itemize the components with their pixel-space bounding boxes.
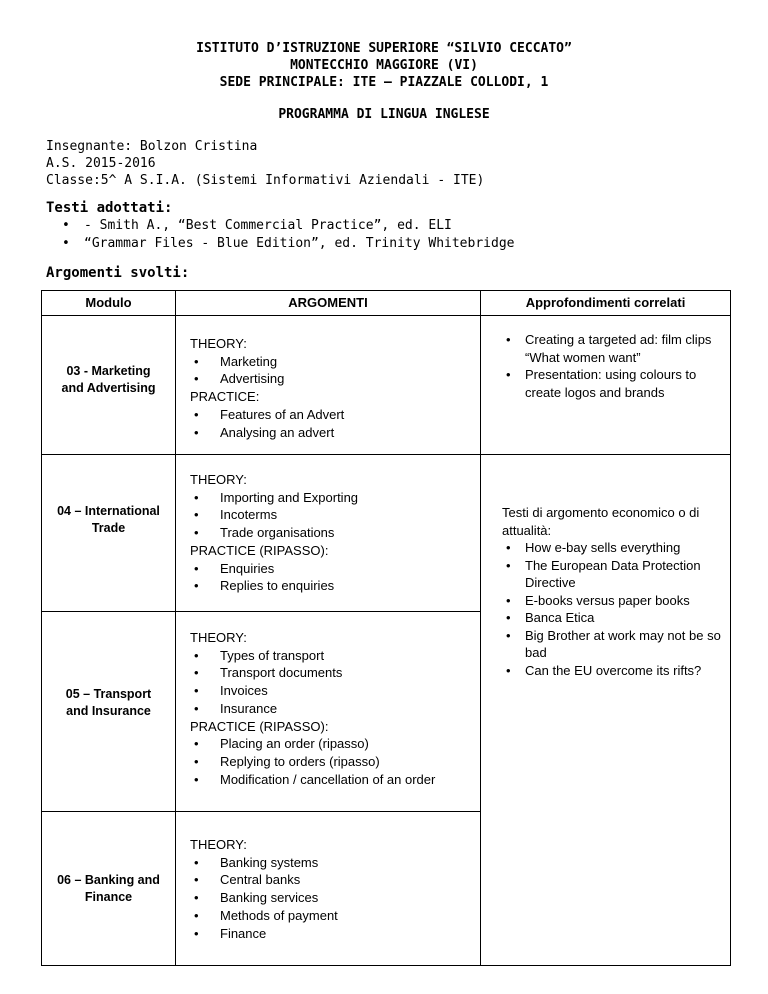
- module-04-name: [42, 503, 175, 537]
- module-name-line: 06 – Banking and: [57, 873, 160, 887]
- topic-item: • Finance: [190, 925, 338, 943]
- header-argomenti: ARGOMENTI: [288, 295, 368, 310]
- class-line: Classe:5^ A S.I.A. (Sistemi Informativi Aziendali - ITE): [46, 173, 485, 188]
- module-name-line: 03 - Marketing: [66, 364, 151, 378]
- topic-item: • Banking services: [190, 889, 338, 907]
- approfondimenti-block-2: [502, 504, 722, 679]
- topic-item: • Trade organisations: [190, 524, 358, 542]
- header-modulo: Modulo: [85, 295, 132, 310]
- header-divider: [42, 315, 730, 316]
- topic-heading: PRACTICE (RIPASSO):: [190, 542, 329, 558]
- header-line-1: ISTITUTO D’ISTRUZIONE SUPERIORE “SILVIO CECCATO”: [196, 41, 572, 56]
- topic-item: • Features of an Advert: [190, 406, 344, 424]
- testi-item: • - Smith A., “Best Commercial Practice”, ed. ELI: [62, 217, 514, 235]
- topic-heading: THEORY:: [190, 336, 247, 351]
- approfondimento-item: • Banca Etica: [502, 609, 722, 627]
- topic-heading: THEORY:: [190, 837, 247, 852]
- program-title: PROGRAMMA DI LINGUA INGLESE: [278, 107, 490, 122]
- topic-heading: PRACTICE (RIPASSO):: [190, 718, 329, 734]
- program-table: [41, 290, 731, 966]
- teacher-line: Insegnante: Bolzon Cristina: [46, 139, 258, 154]
- module-name-line: 05 – Transport: [65, 687, 152, 701]
- module-06-topics: [190, 836, 338, 942]
- row-divider: [42, 454, 480, 455]
- topic-item: • Advertising: [190, 370, 344, 388]
- argomenti-title: Argomenti svolti:: [46, 265, 190, 281]
- approfondimento-item: • The European Data Protection Directive: [502, 557, 722, 592]
- topic-item: • Importing and Exporting: [190, 489, 358, 507]
- topic-item: • Invoices: [190, 682, 435, 700]
- module-05-name: [42, 686, 175, 720]
- approfondimento-item: • Big Brother at work may not be so bad: [502, 627, 722, 662]
- topic-item: • Analysing an advert: [190, 424, 344, 442]
- testi-item: • “Grammar Files - Blue Edition”, ed. Trinity Whitebridge: [62, 235, 514, 253]
- module-06-name: [42, 872, 175, 906]
- topic-item: • Banking systems: [190, 854, 338, 872]
- topic-item: • Insurance: [190, 700, 435, 718]
- column-divider: [480, 291, 481, 965]
- approfondimento-item: • E-books versus paper books: [502, 592, 722, 610]
- header-line-3: SEDE PRINCIPALE: ITE – PIAZZALE COLLODI, 1: [219, 75, 549, 90]
- topic-item: • Enquiries: [190, 560, 358, 578]
- topic-item: • Transport documents: [190, 664, 435, 682]
- topic-item: • Types of transport: [190, 647, 435, 665]
- column-divider: [175, 291, 176, 965]
- topic-item: • Modification / cancellation of an order: [190, 771, 435, 789]
- approfondimento-item: • Presentation: using colours to create logos and brands: [502, 366, 722, 401]
- module-03-topics: [190, 335, 344, 441]
- course-info: [46, 138, 484, 189]
- school-header: [0, 40, 768, 91]
- module-name-line: 04 – International: [57, 504, 160, 518]
- row-divider: [42, 811, 480, 812]
- module-name-line: and Insurance: [66, 704, 151, 718]
- header-line-2: MONTECCHIO MAGGIORE (VI): [290, 58, 478, 73]
- topic-heading: PRACTICE:: [190, 389, 260, 405]
- topic-item: • Central banks: [190, 871, 338, 889]
- topic-item: • Incoterms: [190, 506, 358, 524]
- testi-title: Testi adottati:: [46, 200, 173, 216]
- module-name-line: Trade: [91, 521, 126, 535]
- approfondimento-item: • How e-bay sells everything: [502, 539, 722, 557]
- module-03-name: [42, 363, 175, 397]
- row-divider: [42, 611, 480, 612]
- approfondimenti-intro: Testi di argomento economico o di attualità:: [502, 505, 700, 538]
- topic-item: • Methods of payment: [190, 907, 338, 925]
- topic-heading: THEORY:: [190, 630, 247, 645]
- module-name-line: and Advertising: [61, 381, 156, 395]
- topic-item: • Placing an order (ripasso): [190, 735, 435, 753]
- approfondimento-item: • Creating a targeted ad: film clips “What women want”: [502, 331, 722, 366]
- topic-item: • Marketing: [190, 353, 344, 371]
- module-04-topics: [190, 471, 358, 595]
- topic-item: • Replying to orders (ripasso): [190, 753, 435, 771]
- approfondimento-item: • Can the EU overcome its rifts?: [502, 662, 722, 680]
- module-05-topics: [190, 629, 435, 788]
- approfondimenti-list-2: [502, 539, 722, 679]
- topic-heading: THEORY:: [190, 472, 247, 487]
- row-divider: [480, 454, 730, 455]
- module-name-line: Finance: [84, 890, 133, 904]
- approfondimenti-list-1: [502, 331, 722, 401]
- topic-item: • Replies to enquiries: [190, 577, 358, 595]
- header-approfondimenti: Approfondimenti correlati: [525, 295, 686, 310]
- testi-list: [62, 217, 514, 253]
- year-line: A.S. 2015-2016: [46, 156, 156, 171]
